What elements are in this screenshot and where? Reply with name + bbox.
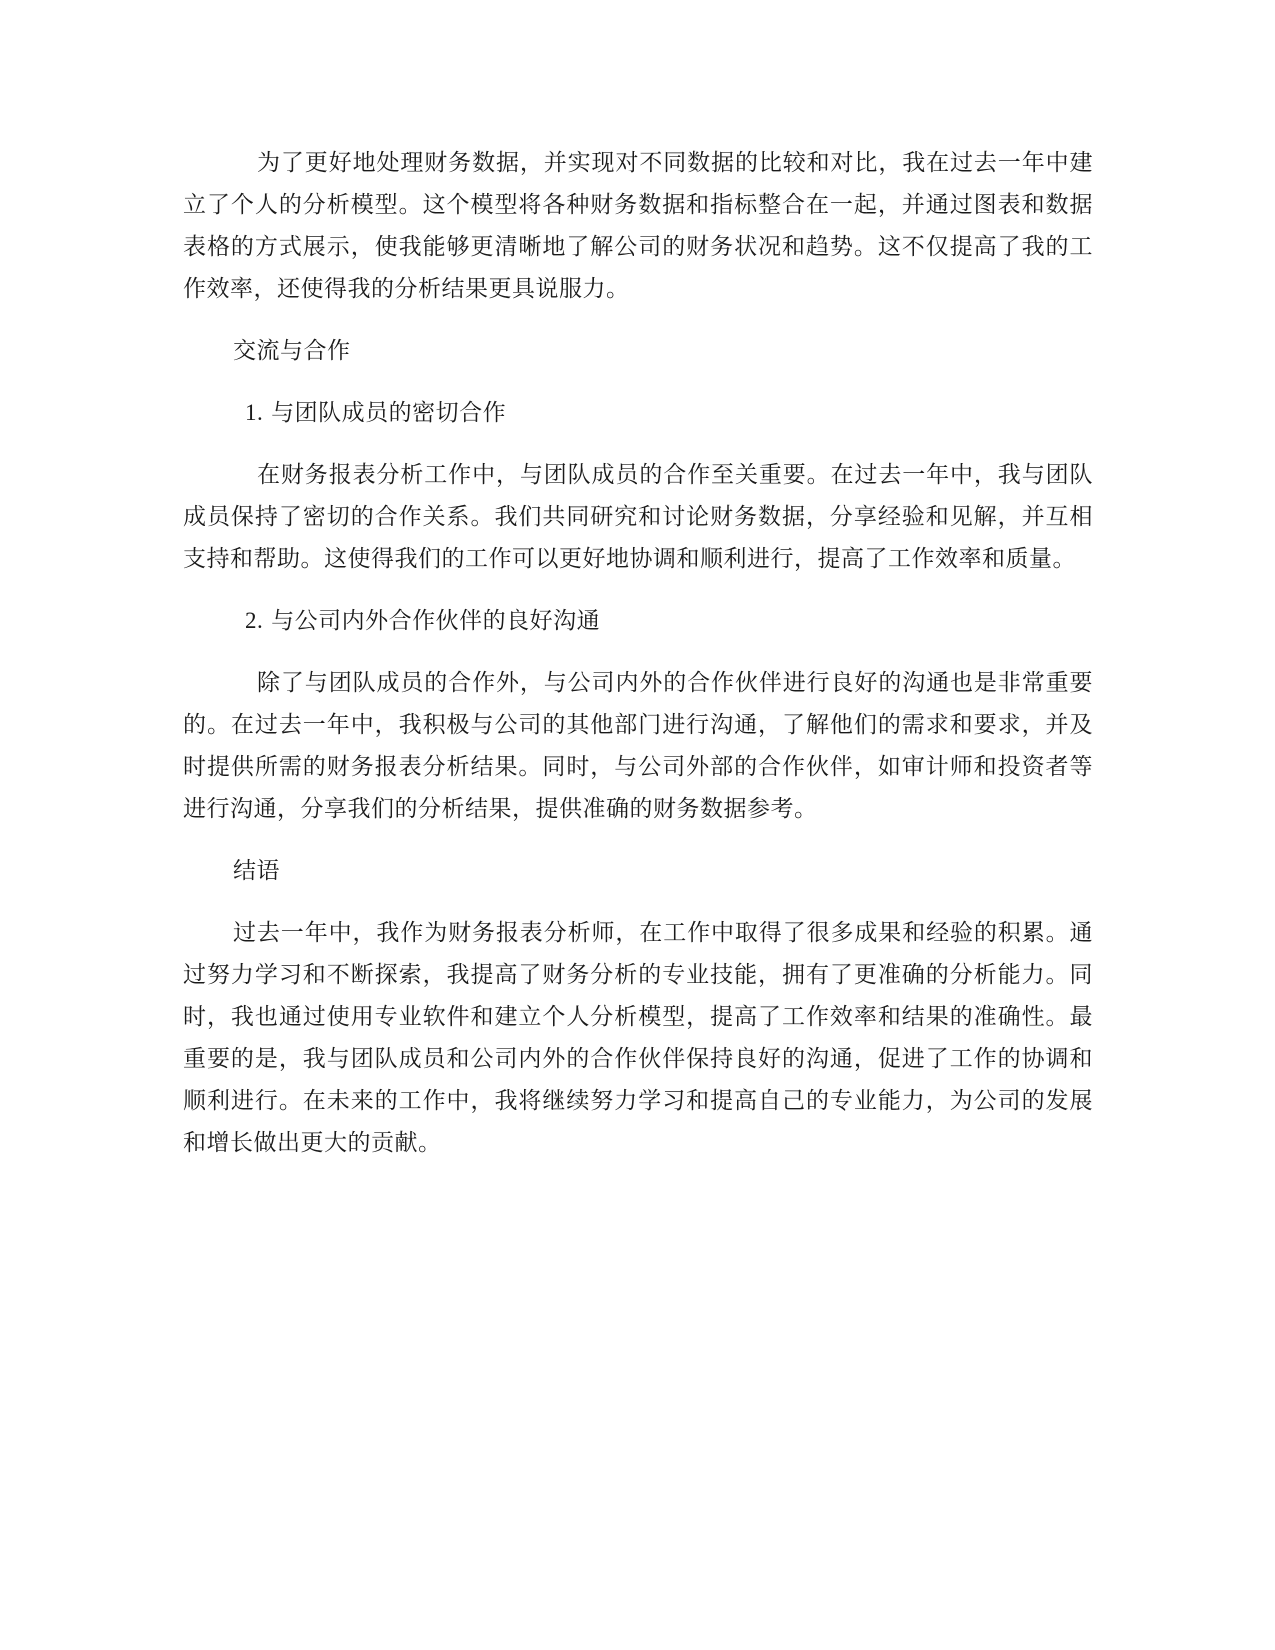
list-number: 2.	[245, 608, 264, 633]
list-item-partner-communication	[183, 600, 1093, 642]
section-heading-communication: 交流与合作	[233, 338, 351, 364]
list-item-title: 与公司内外合作伙伴的良好沟通	[271, 608, 601, 634]
paragraph-partner-communication: 除了与团队成员的合作外，与公司内外的合作伙伴进行良好的沟通也是非常重要的。在过去一年中，我积极与公司的其他部门进行沟通，了解他们的需求和要求，并及时提供所需的财务报表分析结果。同时，与公司外部的合作伙伴，如审计师和投资者等进行沟通，分享我们的分析结果，提供准确的财务数据参考。	[183, 670, 1093, 822]
list-number: 1.	[245, 400, 264, 425]
paragraph-team-cooperation: 在财务报表分析工作中，与团队成员的合作至关重要。在过去一年中，我与团队成员保持了密切的合作关系。我们共同研究和讨论财务数据，分享经验和见解，并互相支持和帮助。这使得我们的工作可以更好地协调和顺利进行，提高了工作效率和质量。	[183, 462, 1093, 572]
paragraph-conclusion: 过去一年中，我作为财务报表分析师，在工作中取得了很多成果和经验的积累。通过努力学习和不断探索，我提高了财务分析的专业技能，拥有了更准确的分析能力。同时，我也通过使用专业软件和建立个人分析模型，提高了工作效率和结果的准确性。最重要的是，我与团队成员和公司内外的合作伙伴保持良好的沟通，促进了工作的协调和顺利进行。在未来的工作中，我将继续努力学习和提高自己的专业能力，为公司的发展和增长做出更大的贡献。	[183, 920, 1093, 1156]
section-heading-conclusion: 结语	[233, 858, 280, 884]
list-item-title: 与团队成员的密切合作	[271, 400, 507, 426]
list-item-team-cooperation	[183, 392, 1093, 434]
paragraph-analysis-model: 为了更好地处理财务数据，并实现对不同数据的比较和对比，我在过去一年中建立了个人的分析模型。这个模型将各种财务数据和指标整合在一起，并通过图表和数据表格的方式展示，使我能够更清晰地了解公司的财务状况和趋势。这不仅提高了我的工作效率，还使得我的分析结果更具说服力。	[183, 150, 1093, 302]
document-body	[183, 142, 1093, 1184]
